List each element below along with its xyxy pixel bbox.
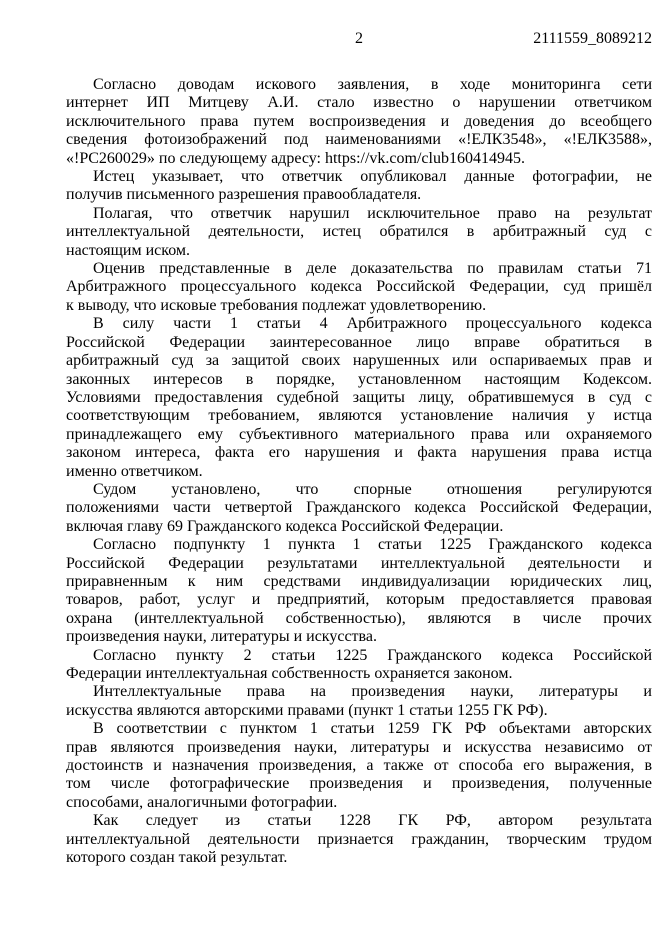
text-line: Полагая, что ответчик нарушил исключительное право на результат — [93, 204, 652, 222]
text-line: способами, аналогичными фотографии. — [66, 793, 338, 811]
paragraph-2 — [66, 168, 652, 205]
page-header — [66, 30, 652, 49]
text-line: Интеллектуальные права на произведения науки, литературы и — [93, 683, 652, 701]
paragraph-10 — [66, 720, 652, 812]
text-line: «!PC260029» по следующему адресу: https://vk.com/club160414945. — [66, 149, 525, 167]
text-line: к выводу, что исковые требования подлежат удовлетворению. — [66, 296, 487, 314]
text-line: законом интереса, факта его нарушения и факта нарушения права истца — [66, 444, 652, 462]
text-line: Российской Федерации результатами интеллектуальной деятельности и — [66, 554, 652, 572]
text-line: достоинств и назначения произведения, а также от способа его выражения, в — [66, 757, 652, 775]
text-line: Как следует из статьи 1228 ГК РФ, автором результата — [93, 812, 652, 830]
paragraph-4 — [66, 260, 652, 315]
text-line: Истец указывает, что ответчик опубликовал данные фотографии, не — [93, 168, 652, 186]
text-line: В силу части 1 статьи 4 Арбитражного процессуального кодекса — [93, 315, 652, 333]
text-line: принадлежащего ему субъективного материального права или охраняемого — [66, 425, 652, 443]
text-line: настоящим иском. — [66, 241, 191, 259]
text-line: Оценив представленные в деле доказательства по правилам статьи 71 — [93, 260, 652, 278]
text-line: Согласно подпункту 1 пункта 1 статьи 1225 Гражданского кодекса — [93, 536, 652, 554]
text-line: включая главу 69 Гражданского кодекса Российской Федерации. — [66, 517, 504, 535]
text-line: прав являются произведения науки, литературы и искусства независимо от — [66, 738, 652, 756]
text-line: Судом установлено, что спорные отношения регулируются — [93, 480, 652, 498]
text-line: Согласно доводам искового заявления, в ходе мониторинга сети — [93, 76, 652, 93]
text-line: охрана (интеллектуальной собственностью), являются в числе прочих — [66, 609, 652, 627]
text-line: сведения фотоизображений под наименованиями «!ЕЛК3548», «!ЕЛК3588», — [66, 131, 652, 149]
text-line: том числе фотографические произведения и произведения, полученные — [66, 775, 652, 793]
text-line: интеллектуальной деятельности признается гражданин, творческим трудом — [66, 830, 652, 848]
text-line: которого создан такой результат. — [66, 849, 288, 867]
text-line: Федерации интеллектуальная собственность охраняется законом. — [66, 665, 513, 682]
text-line: Условиями предоставления судебной защиты лицу, обратившемуся в суд с — [66, 388, 652, 406]
document-body — [66, 76, 652, 867]
text-line: Арбитражного процессуального кодекса Российской Федерации, суд пришёл — [66, 278, 652, 296]
page-number: 2 — [355, 30, 363, 47]
text-line: приравненным к ним средствами индивидуализации юридических лиц, — [66, 572, 652, 590]
paragraph-7 — [66, 536, 652, 646]
text-line: искусства являются авторскими правами (пункт 1 статьи 1255 ГК РФ). — [66, 701, 548, 719]
paragraph-8 — [66, 647, 652, 684]
text-line: Российской Федерации заинтересованное лицо вправе обратиться в — [66, 333, 652, 351]
paragraph-11 — [66, 812, 652, 867]
text-line: получив письменного разрешения правообладателя. — [66, 186, 422, 204]
text-line: арбитражный суд за защитой своих нарушенных или оспариваемых прав и — [66, 352, 652, 370]
text-line: товаров, работ, услуг и предприятий, которым предоставляется правовая — [66, 591, 652, 609]
text-line: произведения науки, литературы и искусства. — [66, 628, 377, 646]
text-line: соответствующим требованием, являются установление наличия у истца — [66, 407, 652, 425]
text-line: именно ответчиком. — [66, 462, 203, 480]
text-line: интернет ИП Митцеву А.И. стало известно о нарушении ответчиком — [66, 94, 652, 112]
text-line: законных интересов в порядке, установленном настоящим Кодексом. — [66, 370, 652, 388]
paragraph-5 — [66, 315, 652, 481]
document-id: 2111559_8089212 — [533, 30, 652, 47]
text-line: интеллектуальной деятельности, истец обратился в арбитражный суд с — [66, 223, 652, 241]
text-line: В соответствии с пунктом 1 статьи 1259 ГК РФ объектами авторских — [93, 720, 652, 738]
paragraph-1 — [66, 76, 652, 168]
text-line: исключительного права путем воспроизведения и доведения до всеобщего — [66, 112, 652, 130]
paragraph-3 — [66, 205, 652, 260]
text-line: положениями части четвертой Гражданского кодекса Российской Федерации, — [66, 499, 652, 517]
paragraph-6 — [66, 481, 652, 536]
text-line: Согласно пункту 2 статьи 1225 Гражданского кодекса Российской — [93, 646, 652, 664]
paragraph-9 — [66, 683, 652, 720]
